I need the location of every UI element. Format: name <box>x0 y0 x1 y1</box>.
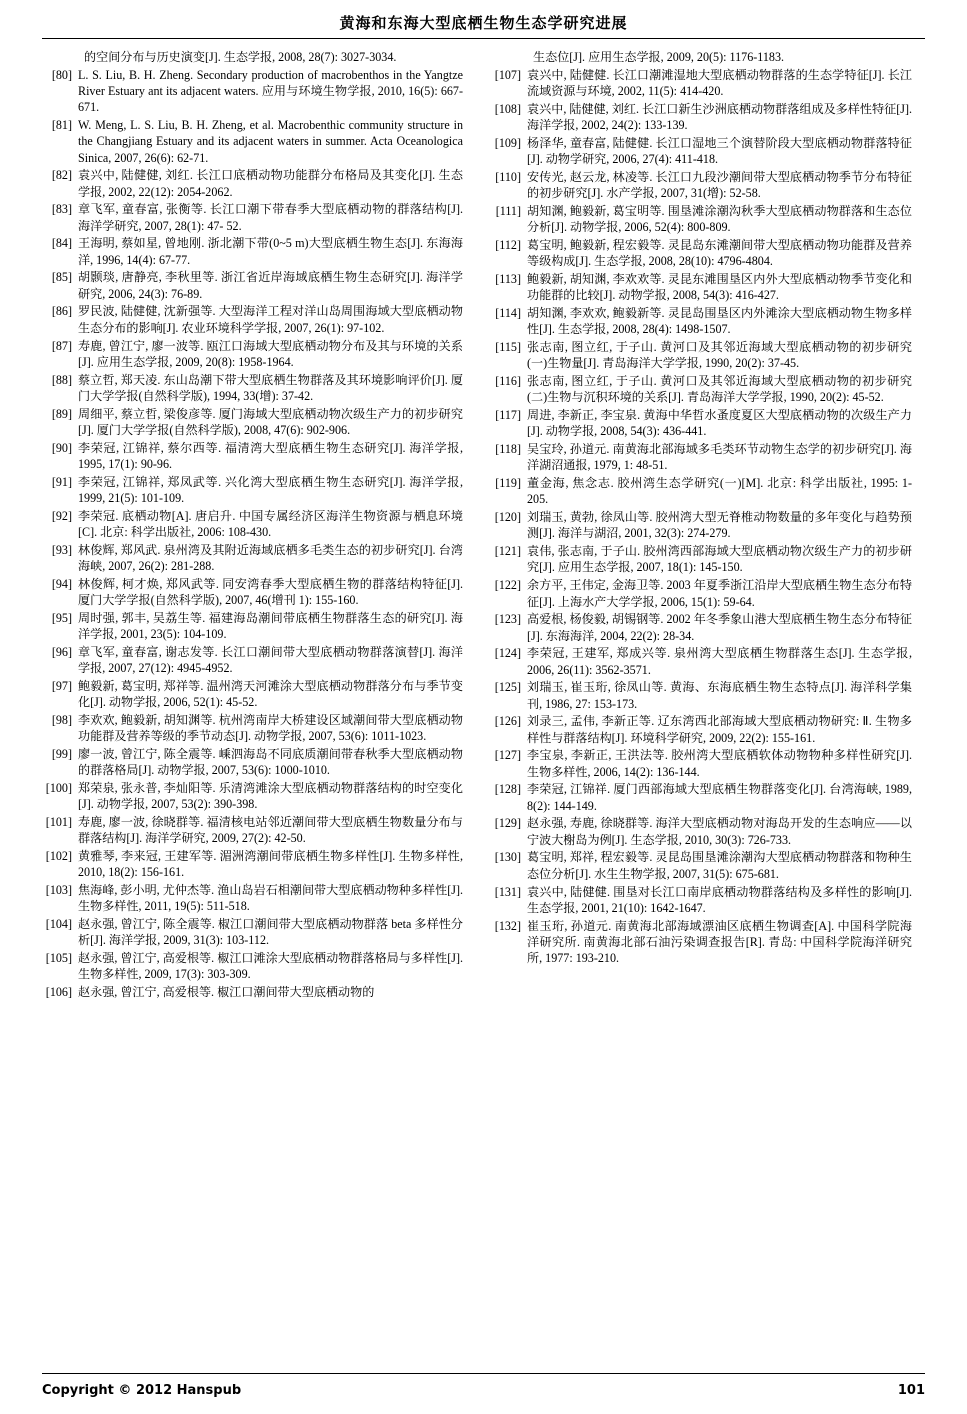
reference-item <box>42 780 463 813</box>
reference-item <box>42 201 463 234</box>
reference-number: [107] <box>494 67 521 82</box>
reference-number: [121] <box>494 544 521 559</box>
reference-item <box>42 678 463 711</box>
reference-item <box>42 440 463 473</box>
reference-number: [123] <box>494 612 521 627</box>
reference-text: 郑荣泉, 张永普, 李灿阳等. 乐清湾滩涂大型底栖动物群落结构的时空变化[J]. 动物学报, 2007, 53(2): 390-398. <box>78 780 463 812</box>
reference-item <box>42 508 463 541</box>
reference-number: [99] <box>51 746 72 761</box>
reference-item <box>42 576 463 609</box>
reference-item <box>491 815 912 848</box>
reference-item <box>491 407 912 440</box>
reference-number: [86] <box>51 304 72 319</box>
reference-text: 袁兴中, 陆健健, 刘红. 长江口底栖动物功能群分布格局及其变化[J]. 生态学报, 2002, 22(12): 2054-2062. <box>78 168 463 199</box>
reference-text: L. S. Liu, B. H. Zheng. Secondary production of macrobenthos in the Yangtze River Estuary ant its adjacent waters. 应用与环境生物学报, 2010, 16(5): 667-671. <box>78 67 463 115</box>
reference-item <box>491 373 912 406</box>
reference-text: 刘瑞玉, 黄勃, 徐凤山等. 胶州湾大型无脊椎动物数量的多年变化与趋势预测[J]. 海洋与湖沼, 2001, 32(3): 274-279. <box>527 510 912 541</box>
reference-item <box>491 781 912 814</box>
reference-text: 罗民波, 陆健健, 沈新强等. 大型海洋工程对洋山岛周围海域大型底栖动物生态分布的影响[J]. 农业环境科学学报, 2007, 26(1): 97-102. <box>78 304 463 335</box>
reference-number: [81] <box>51 118 72 133</box>
reference-item <box>491 679 912 712</box>
reference-number: [119] <box>495 476 521 491</box>
reference-number: [84] <box>51 236 72 251</box>
reference-text: 鲍毅新, 葛宝明, 郑祥等. 温州湾天河滩涂大型底栖动物群落分布与季节变化[J]. 动物学报, 2006, 52(1): 45-52. <box>78 678 463 710</box>
reference-number: [114] <box>495 305 521 320</box>
reference-number: [88] <box>51 372 72 387</box>
reference-item <box>42 117 463 166</box>
reference-number: [132] <box>494 918 521 933</box>
reference-item <box>42 984 463 1000</box>
reference-text: 袁兴中, 陆健健. 围垦对长江口南岸底栖动物群落结构及多样性的影响[J]. 生态学报, 2001, 21(10): 1642-1647. <box>527 884 912 915</box>
reference-text: 赵永强, 曾江宁, 高爱根等. 椒江口滩涂大型底栖动物群落格局与多样性[J]. 生物多样性, 2009, 17(3): 303-309. <box>78 951 463 982</box>
reference-text: 王海明, 蔡如星, 曾地刚. 浙北潮下带(0~5 m)大型底栖生物生态[J]. 东海海洋, 1996, 14(4): 67-77. <box>78 236 463 267</box>
reference-text: 李欢欢, 鲍毅新, 胡知渊等. 杭州湾南岸大桥建设区域潮间带大型底栖动物功能群及营养等级的季节动态[J]. 动物学报, 2007, 53(6): 1011-1023. <box>78 712 463 744</box>
reference-number: [116] <box>495 374 521 389</box>
reference-text: 章飞军, 童春富, 张衡等. 长江口潮下带春季大型底栖动物的群落结构[J]. 海洋学研究, 2007, 28(1): 47- 52. <box>78 202 463 233</box>
reference-text: 赵永强, 曾江宁, 陈全震等. 椒江口潮间带大型底栖动物群落 beta 多样性分析[J]. 海洋学报, 2009, 31(3): 103-112. <box>78 917 463 948</box>
reference-text: 董金海, 焦念志. 胶州湾生态学研究(一)[M]. 北京: 科学出版社, 1995: 1-205. <box>527 476 912 507</box>
reference-number: [97] <box>51 678 72 693</box>
reference-text: 李荣冠, 江锦祥, 蔡尔西等. 福清湾大型底栖生物生态研究[J]. 海洋学报, 1995, 17(1): 90-96. <box>78 440 463 471</box>
reference-item <box>491 271 912 304</box>
reference-item <box>42 916 463 949</box>
running-header: 黄海和东海大型底栖生物生态学研究进展 <box>339 14 628 32</box>
reference-text: 周进, 李新正, 李宝泉. 黄海中华哲水蚤度夏区大型底栖动物的次级生产力[J]. 动物学报, 2008, 54(3): 436-441. <box>527 408 912 439</box>
reference-item <box>42 474 463 507</box>
reference-item <box>491 884 912 917</box>
reference-item <box>42 542 463 575</box>
reference-number: [125] <box>494 680 521 695</box>
reference-text: 廖一波, 曾江宁, 陈全震等. 嵊泗海岛不同底质潮间带春秋季大型底栖动物的群落格局[J]. 动物学报, 2007, 53(6): 1000-1010. <box>78 746 463 778</box>
reference-text: 李荣冠, 王建军, 郑成兴等. 泉州湾大型底栖生物群落生态[J]. 生态学报, 2006, 26(11): 3562-3571. <box>527 646 912 677</box>
reference-item <box>42 814 463 847</box>
reference-text: 杨泽华, 童春富, 陆健健. 长江口湿地三个演替阶段大型底栖动物群落特征[J]. 动物学研究, 2006, 27(4): 411-418. <box>527 135 912 167</box>
reference-number: [93] <box>51 542 72 557</box>
reference-number: [95] <box>51 610 72 625</box>
reference-number: [127] <box>494 748 521 763</box>
reference-item <box>42 303 463 336</box>
reference-list-right <box>491 67 912 967</box>
page-number: 101 <box>897 1383 925 1398</box>
reference-number: [118] <box>495 442 521 457</box>
left-column <box>42 49 463 1002</box>
reference-text: 赵永强, 曾江宁, 高爱根等. 椒江口潮间带大型底栖动物的 <box>78 985 375 1000</box>
reference-number: [105] <box>45 951 72 966</box>
reference-text: W. Meng, L. S. Liu, B. H. Zheng, et al. Macrobenthic community structure in the Changjiang Estuary and its adjacent waters in summer. Acta Oceanologica Sinica, 2007, 26(6): 62-71. <box>78 118 463 165</box>
reference-item <box>491 475 912 508</box>
reference-number: [80] <box>51 67 72 82</box>
reference-text: 焦海峰, 彭小明, 尤仲杰等. 渔山岛岩石相潮间带大型底栖动物种多样性[J]. 生物多样性, 2011, 19(5): 511-518. <box>78 883 463 914</box>
reference-item <box>491 169 912 202</box>
reference-item <box>42 372 463 405</box>
reference-text: 鲍毅新, 胡知渊, 李欢欢等. 灵昆东滩围垦区内外大型底栖动物季节变化和功能群的比较[J]. 动物学报, 2008, 54(3): 416-427. <box>527 271 912 303</box>
reference-number: [101] <box>45 814 72 829</box>
reference-number: [94] <box>51 576 72 591</box>
reference-item <box>491 101 912 134</box>
reference-text: 周细平, 蔡立哲, 梁俊彦等. 厦门海域大型底栖动物次级生产力的初步研究[J]. 厦门大学学报(自然科学版), 2008, 47(6): 902-906. <box>78 406 463 437</box>
reference-text: 崔玉珩, 孙道元. 南黄海北部海域漂油区底栖生物调查[A]. 中国科学院海洋研究所. 南黄海北部石油污染调查报告[R]. 青岛: 中国科学院海洋研究所, 1977: 193-210. <box>527 918 912 966</box>
reference-text: 李荣冠, 江锦祥. 厦门西部海域大型底栖生物群落变化[J]. 台湾海峡, 1989, 8(2): 144-149. <box>527 782 912 813</box>
reference-number: [87] <box>51 338 72 353</box>
reference-item <box>491 237 912 270</box>
reference-text: 周时强, 郭丰, 吴荔生等. 福建海岛潮间带底栖生物群落生态的研究[J]. 海洋学报, 2001, 23(5): 104-109. <box>78 610 463 642</box>
header-divider <box>42 38 925 39</box>
reference-item <box>491 849 912 882</box>
reference-item <box>491 713 912 746</box>
reference-number: [129] <box>494 816 521 831</box>
reference-text: 葛宝明, 郑祥, 程宏毅等. 灵昆岛围垦滩涂潮沟大型底栖动物群落和物种生态位分析[J]. 水生生物学报, 2007, 31(5): 675-681. <box>527 850 912 881</box>
two-column-body <box>42 49 925 1002</box>
reference-item <box>42 644 463 677</box>
reference-text: 吴宝玲, 孙道元. 南黄海北部海域多毛类环节动物生态学的初步研究[J]. 海洋湖沼通报, 1979, 1: 48-51. <box>527 442 912 473</box>
reference-item <box>42 848 463 881</box>
reference-text: 安传光, 赵云龙, 林凌等. 长江口九段沙潮间带大型底栖动物季节分布特征的初步研究[J]. 水产学报, 2007, 31(增): 52-58. <box>527 169 912 201</box>
reference-item <box>491 747 912 780</box>
reference-item <box>491 203 912 236</box>
reference-text: 黄雅琴, 李来冠, 王建军等. 湄洲湾潮间带底栖生物多样性[J]. 生物多样性, 2010, 18(2): 156-161. <box>78 848 463 880</box>
reference-text: 余方平, 王伟定, 金海卫等. 2003 年夏季浙江沿岸大型底栖生物生态分布特征[J]. 上海水产大学学报, 2006, 15(1): 59-64. <box>527 578 912 609</box>
reference-text: 蔡立哲, 郑天凌. 东山岛潮下带大型底栖生物群落及其环境影响评价[J]. 厦门大学学报(自然科学版), 1994, 33(增): 37-42. <box>78 372 463 403</box>
reference-number: [110] <box>495 169 521 184</box>
reference-text: 葛宝明, 鲍毅新, 程宏毅等. 灵昆岛东滩潮间带大型底栖动物功能群及营养等级构成[J]. 生态学报, 2008, 28(10): 4796-4804. <box>527 237 912 269</box>
reference-text: 袁兴中, 陆健健. 长江口潮滩湿地大型底栖动物群落的生态学特征[J]. 长江流域资源与环境, 2002, 11(5): 414-420. <box>527 67 912 99</box>
reference-number: [82] <box>51 168 72 183</box>
reference-text: 刘瑞玉, 崔玉珩, 徐凤山等. 黄海、东海底栖生物生态特点[J]. 海洋科学集刊, 1986, 27: 153-173. <box>527 680 912 711</box>
reference-number: [109] <box>494 135 521 150</box>
reference-text: 袁兴中, 陆健健, 刘红. 长江口新生沙洲底栖动物群落组成及多样性特征[J]. 海洋学报, 2002, 24(2): 133-139. <box>527 101 912 133</box>
reference-number: [106] <box>45 985 72 1000</box>
reference-text: 胡知渊, 鲍毅新, 葛宝明等. 围垦滩涂潮沟秋季大型底栖动物群落和生态位分析[J]. 动物学报, 2006, 52(4): 800-809. <box>527 203 912 235</box>
reference-number: [111] <box>495 203 521 218</box>
reference-number: [120] <box>494 510 521 525</box>
page-footer <box>42 1383 925 1398</box>
reference-text: 林俊辉, 郑风武. 泉州湾及其附近海域底栖多毛类生态的初步研究[J]. 台湾海峡, 2007, 26(2): 281-288. <box>78 542 463 573</box>
reference-text: 寿鹿, 廖一波, 徐晓群等. 福清核电站邻近潮间带大型底栖生物数量分布与群落结构[J]. 海洋学研究, 2009, 27(2): 42-50. <box>78 814 463 846</box>
reference-item <box>42 269 463 302</box>
reference-item <box>42 746 463 779</box>
reference-number: [98] <box>51 712 72 727</box>
reference-item <box>491 918 912 967</box>
reference-item <box>42 406 463 439</box>
reference-item <box>491 645 912 678</box>
reference-item <box>42 712 463 745</box>
reference-number: [103] <box>45 883 72 898</box>
reference-number: [126] <box>494 714 521 729</box>
reference-number: [100] <box>45 780 72 795</box>
continuation-text: 的空间分布与历史演变[J]. 生态学报, 2008, 28(7): 3027-3034. <box>84 50 397 64</box>
reference-number: [91] <box>51 474 72 489</box>
reference-number: [96] <box>51 644 72 659</box>
reference-item <box>42 950 463 983</box>
reference-number: [113] <box>495 271 521 286</box>
reference-text: 张志南, 图立红, 于子山. 黄河口及其邻近海域大型底栖动物的初步研究(二)生物与沉积环境的关系[J]. 青岛海洋大学学报, 1990, 20(2): 45-52. <box>527 374 912 405</box>
reference-number: [115] <box>495 340 521 355</box>
reference-text: 张志南, 图立红, 于子山. 黄河口及其邻近海域大型底栖动物的初步研究(一)生物量[J]. 青岛海洋大学学报, 1990, 20(2): 37-45. <box>527 340 912 371</box>
reference-item <box>491 611 912 644</box>
reference-text: 李荣冠. 底栖动物[A]. 唐启升. 中国专属经济区海洋生物资源与栖息环境[C]. 北京: 科学出版社, 2006: 108-430. <box>78 508 463 539</box>
reference-number: [130] <box>494 850 521 865</box>
reference-number: [104] <box>45 917 72 932</box>
reference-number: [124] <box>494 646 521 661</box>
reference-number: [112] <box>495 237 521 252</box>
reference-number: [85] <box>51 270 72 285</box>
reference-number: [90] <box>51 440 72 455</box>
reference-item <box>42 67 463 116</box>
reference-item <box>491 67 912 100</box>
reference-text: 寿鹿, 曾江宁, 廖一波等. 瓯江口海域大型底栖动物分布及其与环境的关系[J]. 应用生态学报, 2009, 20(8): 1958-1964. <box>78 338 463 369</box>
reference-item <box>42 235 463 268</box>
reference-text: 李宝泉, 李新正, 王洪法等. 胶州湾大型底栖软体动物物种多样性研究[J]. 生物多样性, 2006, 14(2): 136-144. <box>527 748 912 779</box>
reference-number: [108] <box>494 101 521 116</box>
reference-item <box>491 135 912 168</box>
reference-item <box>491 339 912 372</box>
reference-number: [117] <box>495 408 521 423</box>
reference-item <box>42 610 463 643</box>
reference-item <box>491 305 912 338</box>
reference-number: [131] <box>494 884 521 899</box>
right-column <box>491 49 912 968</box>
continuation-text: 生态位[J]. 应用生态学报, 2009, 20(5): 1176-1183. <box>533 50 785 64</box>
reference-number: [128] <box>494 782 521 797</box>
reference-number: [102] <box>45 848 72 863</box>
reference-item <box>42 167 463 200</box>
reference-text: 李荣冠, 江锦祥, 郑凤武等. 兴化湾大型底栖生物生态研究[J]. 海洋学报, 1999, 21(5): 101-109. <box>78 474 463 505</box>
copyright-text: Copyright © 2012 Hanspub <box>42 1383 242 1398</box>
reference-text: 林俊辉, 柯才焕, 郑风武等. 同安湾春季大型底栖生物的群落结构特征[J]. 厦门大学学报(自然科学版), 2007, 46(增刊 1): 155-160. <box>78 576 463 607</box>
reference-number: [92] <box>51 508 72 523</box>
reference-item <box>42 882 463 915</box>
reference-text: 刘录三, 孟伟, 李新正等. 辽东湾西北部海域大型底栖动物研究: Ⅱ. 生物多样性与群落结构[J]. 环境科学研究, 2009, 22(2): 155-161. <box>527 714 912 745</box>
reference-number: [83] <box>51 202 72 217</box>
reference-item <box>491 543 912 576</box>
reference-number: [89] <box>51 406 72 421</box>
reference-item <box>491 441 912 474</box>
reference-text: 胡颢琰, 唐静亮, 李秋里等. 浙江省近岸海域底栖生物生态研究[J]. 海洋学研究, 2006, 24(3): 76-89. <box>78 270 463 301</box>
reference-number: [122] <box>494 578 521 593</box>
reference-item <box>42 338 463 371</box>
footer-divider <box>42 1373 925 1374</box>
reference-text: 高爱根, 杨俊毅, 胡锡钢等. 2002 年冬季象山港大型底栖生物生态分布特征[J]. 东海海洋, 2004, 22(2): 28-34. <box>527 612 912 643</box>
reference-list-left <box>42 67 463 1001</box>
reference-text: 袁伟, 张志南, 于子山. 胶州湾西部海域大型底栖动物次级生产力的初步研究[J]. 应用生态学报, 2007, 18(1): 145-150. <box>527 544 912 575</box>
reference-text: 章飞军, 童春富, 谢志发等. 长江口潮间带大型底栖动物群落演替[J]. 海洋学报, 2007, 27(12): 4945-4952. <box>78 644 463 676</box>
reference-text: 胡知渊, 李欢欢, 鲍毅新等. 灵昆岛围垦区内外滩涂大型底栖动物生物多样性[J]. 生态学报, 2008, 28(4): 1498-1507. <box>527 305 912 337</box>
reference-text: 赵永强, 寿鹿, 徐晓群等. 海洋大型底栖动物对海岛开发的生态响应——以宁波大榭岛为例[J]. 生态学报, 2010, 30(3): 726-733. <box>527 816 912 847</box>
reference-item <box>491 577 912 610</box>
reference-item <box>491 509 912 542</box>
